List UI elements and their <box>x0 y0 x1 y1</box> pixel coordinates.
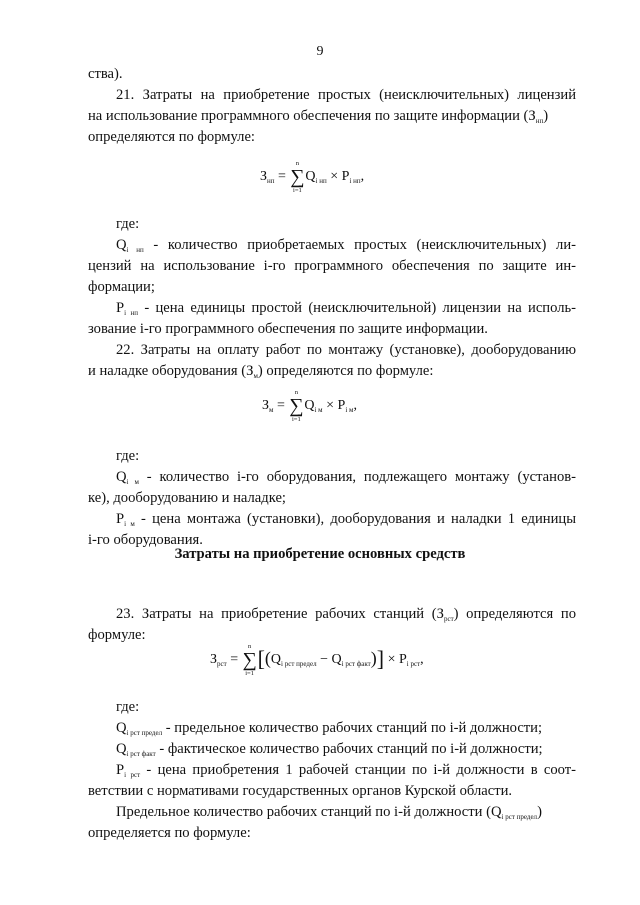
formula-licenses: $З_{нп}$ = n ∑ i=1 $Q_{i нп} \times P_{i нп}$, <box>260 160 365 194</box>
sum-symbol: n ∑ i=1 <box>242 643 257 677</box>
text-line: формации; <box>88 279 155 295</box>
text-line: $Q_{i рст факт}$ - фактическое количество рабочих станций по i-й должности; <box>116 741 543 758</box>
text-line: Предельное количество рабочих станций по i-й должности $(Q_{i рст предел})$ <box>116 804 542 821</box>
text-line: ства). <box>88 66 123 82</box>
text-line: ветствии с нормативами государственных органов Курской области. <box>88 783 513 799</box>
where-label: где: <box>116 448 140 464</box>
text-line: определяется по формуле: <box>88 825 251 841</box>
text-line: $Q_{i м}$ - количество i-го оборудования, подлежащего монтажу (установ- <box>116 469 576 486</box>
text-line: 23. Затраты на приобретение рабочих станций $(З_{рст})$ определяются по <box>116 606 576 623</box>
sum-symbol: n ∑ i=1 <box>289 389 304 423</box>
text-line: и наладке оборудования $(З_м)$ определяются по формуле: <box>88 363 434 380</box>
formula-workstations: $З_{рст}$ = n ∑ i=1 $[(Q_{i рст предел} - Q_{i рст факт})] \times P_{i рст}$, <box>210 643 424 677</box>
where-label: где: <box>116 216 140 232</box>
text-line: на использование программного обеспечения по защите информации $(З_{нп})$ <box>88 108 549 125</box>
text-line: 22. Затраты на оплату работ по монтажу (установке), дооборудованию <box>116 342 576 358</box>
sum-symbol: n ∑ i=1 <box>290 160 305 194</box>
text-line: зование i-го программного обеспечения по защите информации. <box>88 321 488 337</box>
formula-installation: $З_м$ = n ∑ i=1 $Q_{i м} \times P_{i м}$, <box>262 389 357 423</box>
page-number: 9 <box>316 44 324 59</box>
text-line: цензий на использование i-го программного обеспечения по защите ин- <box>88 258 576 274</box>
text-line: 21. Затраты на приобретение простых (неисключительных) лицензий <box>116 87 576 103</box>
text-line: формуле: <box>88 627 146 643</box>
where-label: где: <box>116 699 140 715</box>
text-line: $P_{i нп}$ - цена единицы простой (неисключительной) лицензии на исполь- <box>116 300 577 317</box>
text-line: $P_{i м}$ - цена монтажа (установки), дооборудования и наладки 1 единицы <box>116 511 577 528</box>
text-line: определяются по формуле: <box>88 129 255 145</box>
text-line: ке), дооборудованию и наладке; <box>88 490 286 506</box>
text-line: $Q_{i рст предел}$ - предельное количество рабочих станций по i-й должности; <box>116 720 543 737</box>
text-line: $P_{i рст}$ - цена приобретения 1 рабочей станции по i-й должности в соот- <box>116 762 576 779</box>
text-line: i-го оборудования. <box>88 532 203 548</box>
text-line: $Q_{i нп}$ - количество приобретаемых простых (неисключительных) ли- <box>116 237 577 254</box>
section-heading: Затраты на приобретение основных средств <box>174 546 466 562</box>
